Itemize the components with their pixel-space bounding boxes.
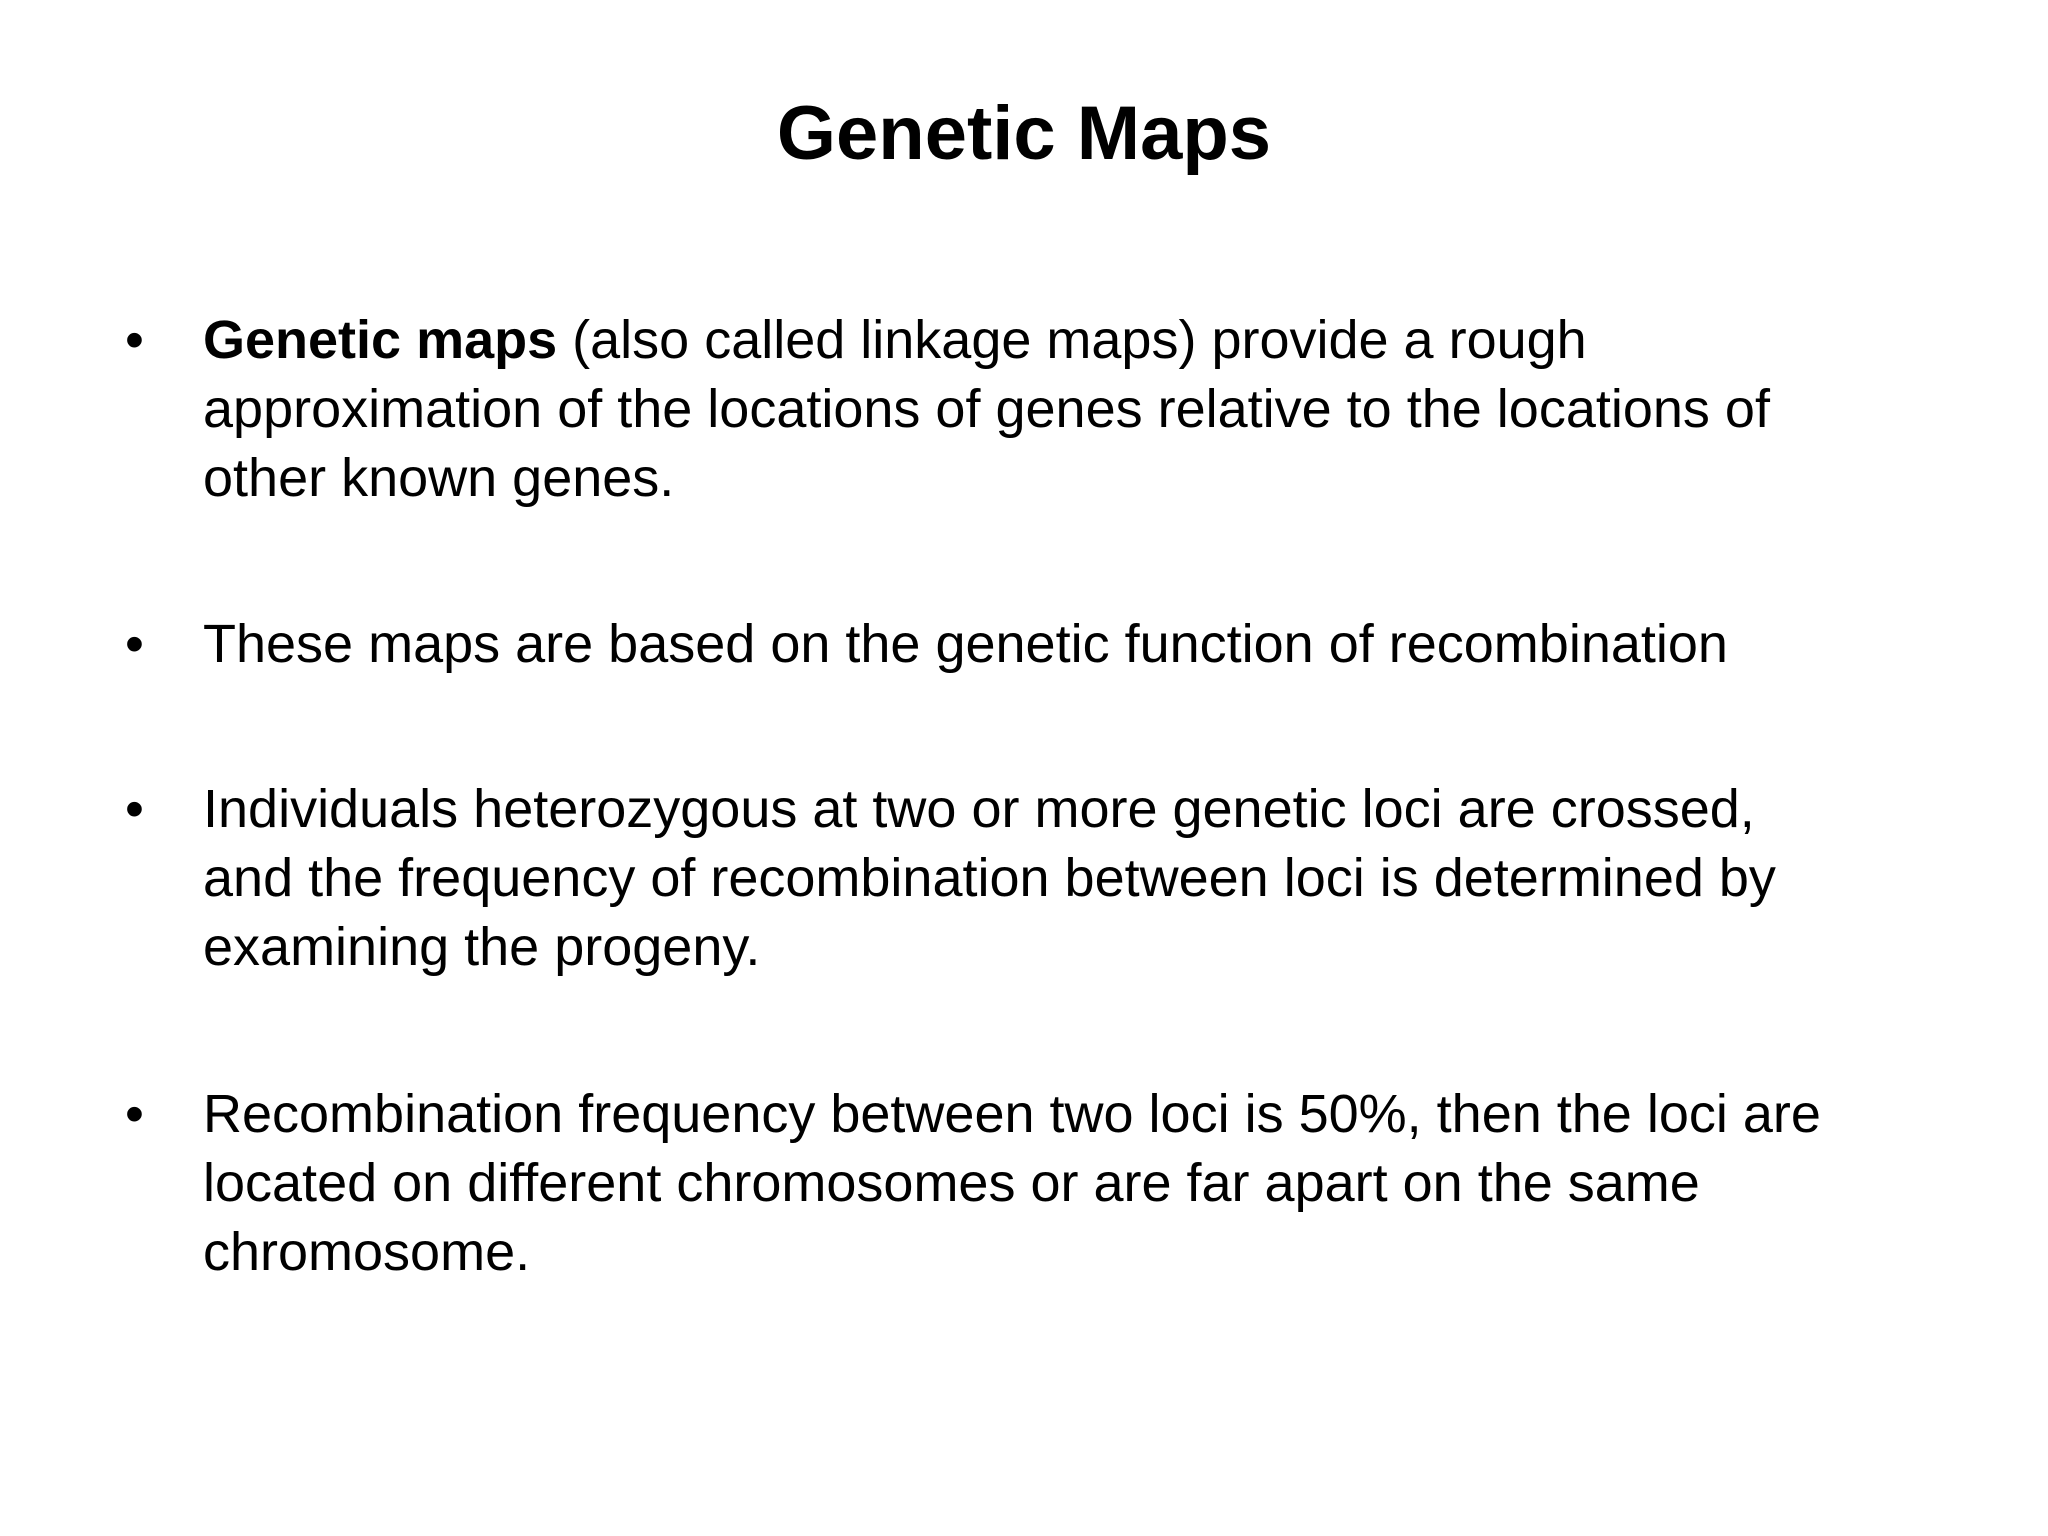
text-line: approximation of the locations of genes relative to the locations of [203,379,1770,439]
bold-term: Genetic maps [203,310,558,370]
bullet-icon: • [125,614,144,674]
text-line: located on different chromosomes or are far apart on the same [203,1153,1700,1213]
text-line: (also called linkage maps) provide a rough [557,310,1587,370]
text-line: chromosome. [203,1222,531,1282]
bullet-icon: • [125,779,144,839]
text-line: other known genes. [203,448,675,508]
text-line: Recombination frequency between two loci is 50%, then the loci are [203,1084,1821,1144]
text-line: and the frequency of recombination between loci is determined by [203,848,1776,908]
bullet-icon: • [125,1084,144,1144]
text-line: These maps are based on the genetic function of recombination [203,614,1728,674]
bullet-text [203,1080,1963,1287]
bullet-icon: • [125,310,144,370]
text-line: Individuals heterozygous at two or more genetic loci are crossed, [203,779,1755,839]
bullet-text [203,306,1963,513]
text-line: examining the progeny. [203,917,761,977]
slide-title: Genetic Maps [776,91,1272,176]
bullet-text [203,610,1963,679]
bullet-text [203,775,1963,982]
